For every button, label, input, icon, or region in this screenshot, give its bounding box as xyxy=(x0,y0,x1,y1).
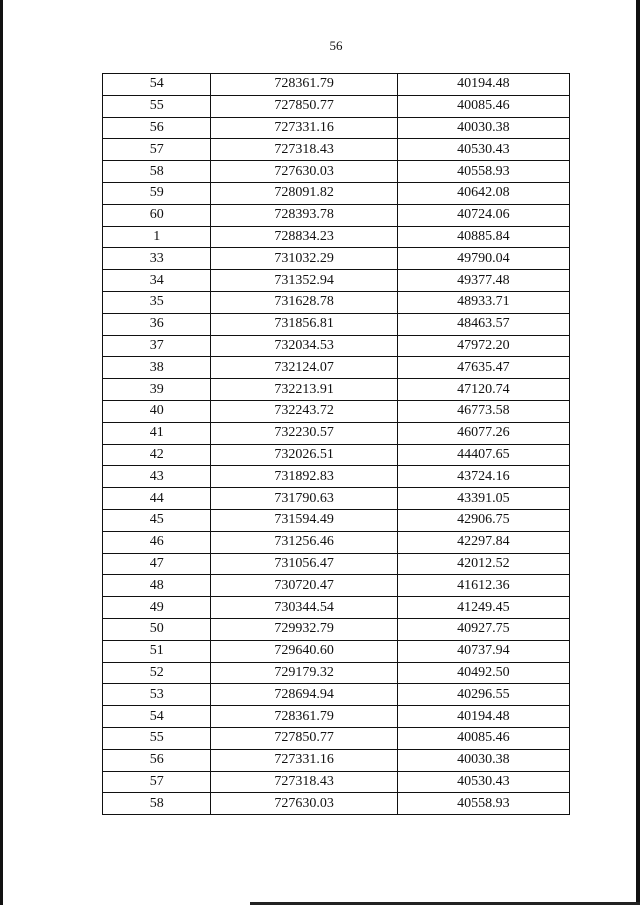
y-coordinate-cell: 41612.36 xyxy=(397,575,569,597)
point-number-cell: 42 xyxy=(103,444,211,466)
table-row xyxy=(103,597,570,619)
x-coordinate-cell: 732026.51 xyxy=(211,444,397,466)
x-coordinate-cell: 731256.46 xyxy=(211,531,397,553)
y-coordinate-cell: 40885.84 xyxy=(397,226,569,248)
x-coordinate-cell: 731056.47 xyxy=(211,553,397,575)
table-row xyxy=(103,270,570,292)
table-row xyxy=(103,553,570,575)
table-row xyxy=(103,313,570,335)
table-row xyxy=(103,204,570,226)
table-row xyxy=(103,706,570,728)
y-coordinate-cell: 46773.58 xyxy=(397,400,569,422)
table-row xyxy=(103,400,570,422)
point-number-cell: 34 xyxy=(103,270,211,292)
x-coordinate-cell: 727318.43 xyxy=(211,771,397,793)
y-coordinate-cell: 48463.57 xyxy=(397,313,569,335)
y-coordinate-cell: 42297.84 xyxy=(397,531,569,553)
x-coordinate-cell: 728694.94 xyxy=(211,684,397,706)
x-coordinate-cell: 731856.81 xyxy=(211,313,397,335)
point-number-cell: 55 xyxy=(103,95,211,117)
y-coordinate-cell: 47972.20 xyxy=(397,335,569,357)
y-coordinate-cell: 40642.08 xyxy=(397,182,569,204)
table-row xyxy=(103,335,570,357)
y-coordinate-cell: 49790.04 xyxy=(397,248,569,270)
y-coordinate-cell: 40492.50 xyxy=(397,662,569,684)
table-row xyxy=(103,161,570,183)
y-coordinate-cell: 42012.52 xyxy=(397,553,569,575)
table-row xyxy=(103,509,570,531)
y-coordinate-cell: 40724.06 xyxy=(397,204,569,226)
y-coordinate-cell: 47120.74 xyxy=(397,379,569,401)
x-coordinate-cell: 729640.60 xyxy=(211,640,397,662)
point-number-cell: 50 xyxy=(103,618,211,640)
scan-border-right xyxy=(636,0,640,905)
y-coordinate-cell: 40737.94 xyxy=(397,640,569,662)
x-coordinate-cell: 731594.49 xyxy=(211,509,397,531)
table-row xyxy=(103,95,570,117)
x-coordinate-cell: 728361.79 xyxy=(211,706,397,728)
point-number-cell: 40 xyxy=(103,400,211,422)
y-coordinate-cell: 49377.48 xyxy=(397,270,569,292)
x-coordinate-cell: 732124.07 xyxy=(211,357,397,379)
table-row xyxy=(103,466,570,488)
point-number-cell: 55 xyxy=(103,727,211,749)
y-coordinate-cell: 40030.38 xyxy=(397,749,569,771)
point-number-cell: 43 xyxy=(103,466,211,488)
table-row xyxy=(103,684,570,706)
y-coordinate-cell: 43724.16 xyxy=(397,466,569,488)
point-number-cell: 58 xyxy=(103,793,211,815)
x-coordinate-cell: 727850.77 xyxy=(211,95,397,117)
scan-border-left xyxy=(0,0,3,905)
x-coordinate-cell: 730720.47 xyxy=(211,575,397,597)
table-row xyxy=(103,226,570,248)
point-number-cell: 1 xyxy=(103,226,211,248)
table-row xyxy=(103,575,570,597)
x-coordinate-cell: 728091.82 xyxy=(211,182,397,204)
x-coordinate-cell: 727630.03 xyxy=(211,161,397,183)
x-coordinate-cell: 731352.94 xyxy=(211,270,397,292)
x-coordinate-cell: 728393.78 xyxy=(211,204,397,226)
y-coordinate-cell: 46077.26 xyxy=(397,422,569,444)
point-number-cell: 44 xyxy=(103,488,211,510)
point-number-cell: 56 xyxy=(103,117,211,139)
point-number-cell: 60 xyxy=(103,204,211,226)
x-coordinate-cell: 727318.43 xyxy=(211,139,397,161)
x-coordinate-cell: 727850.77 xyxy=(211,727,397,749)
table-row xyxy=(103,727,570,749)
y-coordinate-cell: 41249.45 xyxy=(397,597,569,619)
table-row xyxy=(103,422,570,444)
y-coordinate-cell: 43391.05 xyxy=(397,488,569,510)
point-number-cell: 54 xyxy=(103,706,211,728)
point-number-cell: 56 xyxy=(103,749,211,771)
x-coordinate-cell: 732213.91 xyxy=(211,379,397,401)
point-number-cell: 58 xyxy=(103,161,211,183)
point-number-cell: 51 xyxy=(103,640,211,662)
point-number-cell: 36 xyxy=(103,313,211,335)
point-number-cell: 57 xyxy=(103,771,211,793)
x-coordinate-cell: 730344.54 xyxy=(211,597,397,619)
y-coordinate-cell: 40530.43 xyxy=(397,139,569,161)
coordinates-table-body xyxy=(103,74,570,815)
table-row xyxy=(103,379,570,401)
point-number-cell: 52 xyxy=(103,662,211,684)
point-number-cell: 53 xyxy=(103,684,211,706)
point-number-cell: 49 xyxy=(103,597,211,619)
table-row xyxy=(103,248,570,270)
table-row xyxy=(103,488,570,510)
point-number-cell: 38 xyxy=(103,357,211,379)
x-coordinate-cell: 732230.57 xyxy=(211,422,397,444)
point-number-cell: 37 xyxy=(103,335,211,357)
coordinates-table xyxy=(102,73,570,815)
point-number-cell: 47 xyxy=(103,553,211,575)
table-row xyxy=(103,357,570,379)
x-coordinate-cell: 727331.16 xyxy=(211,117,397,139)
table-row xyxy=(103,444,570,466)
table-row xyxy=(103,793,570,815)
point-number-cell: 54 xyxy=(103,74,211,96)
point-number-cell: 57 xyxy=(103,139,211,161)
x-coordinate-cell: 731628.78 xyxy=(211,291,397,313)
y-coordinate-cell: 48933.71 xyxy=(397,291,569,313)
x-coordinate-cell: 729179.32 xyxy=(211,662,397,684)
table-row xyxy=(103,531,570,553)
y-coordinate-cell: 40085.46 xyxy=(397,727,569,749)
x-coordinate-cell: 729932.79 xyxy=(211,618,397,640)
table-row xyxy=(103,662,570,684)
x-coordinate-cell: 731892.83 xyxy=(211,466,397,488)
table-row xyxy=(103,117,570,139)
table-row xyxy=(103,291,570,313)
point-number-cell: 48 xyxy=(103,575,211,597)
y-coordinate-cell: 40927.75 xyxy=(397,618,569,640)
y-coordinate-cell: 40530.43 xyxy=(397,771,569,793)
x-coordinate-cell: 732243.72 xyxy=(211,400,397,422)
y-coordinate-cell: 44407.65 xyxy=(397,444,569,466)
x-coordinate-cell: 728834.23 xyxy=(211,226,397,248)
table-row xyxy=(103,618,570,640)
y-coordinate-cell: 40194.48 xyxy=(397,74,569,96)
point-number-cell: 39 xyxy=(103,379,211,401)
y-coordinate-cell: 40558.93 xyxy=(397,161,569,183)
page-number: 56 xyxy=(329,38,343,53)
table-row xyxy=(103,182,570,204)
table-row xyxy=(103,749,570,771)
x-coordinate-cell: 727331.16 xyxy=(211,749,397,771)
x-coordinate-cell: 727630.03 xyxy=(211,793,397,815)
y-coordinate-cell: 40030.38 xyxy=(397,117,569,139)
y-coordinate-cell: 40194.48 xyxy=(397,706,569,728)
table-row xyxy=(103,771,570,793)
y-coordinate-cell: 47635.47 xyxy=(397,357,569,379)
y-coordinate-cell: 40558.93 xyxy=(397,793,569,815)
table-row xyxy=(103,139,570,161)
x-coordinate-cell: 728361.79 xyxy=(211,74,397,96)
x-coordinate-cell: 731032.29 xyxy=(211,248,397,270)
table-row xyxy=(103,640,570,662)
point-number-cell: 46 xyxy=(103,531,211,553)
y-coordinate-cell: 40085.46 xyxy=(397,95,569,117)
point-number-cell: 59 xyxy=(103,182,211,204)
y-coordinate-cell: 42906.75 xyxy=(397,509,569,531)
table-row xyxy=(103,74,570,96)
point-number-cell: 35 xyxy=(103,291,211,313)
x-coordinate-cell: 732034.53 xyxy=(211,335,397,357)
point-number-cell: 33 xyxy=(103,248,211,270)
point-number-cell: 45 xyxy=(103,509,211,531)
point-number-cell: 41 xyxy=(103,422,211,444)
y-coordinate-cell: 40296.55 xyxy=(397,684,569,706)
x-coordinate-cell: 731790.63 xyxy=(211,488,397,510)
